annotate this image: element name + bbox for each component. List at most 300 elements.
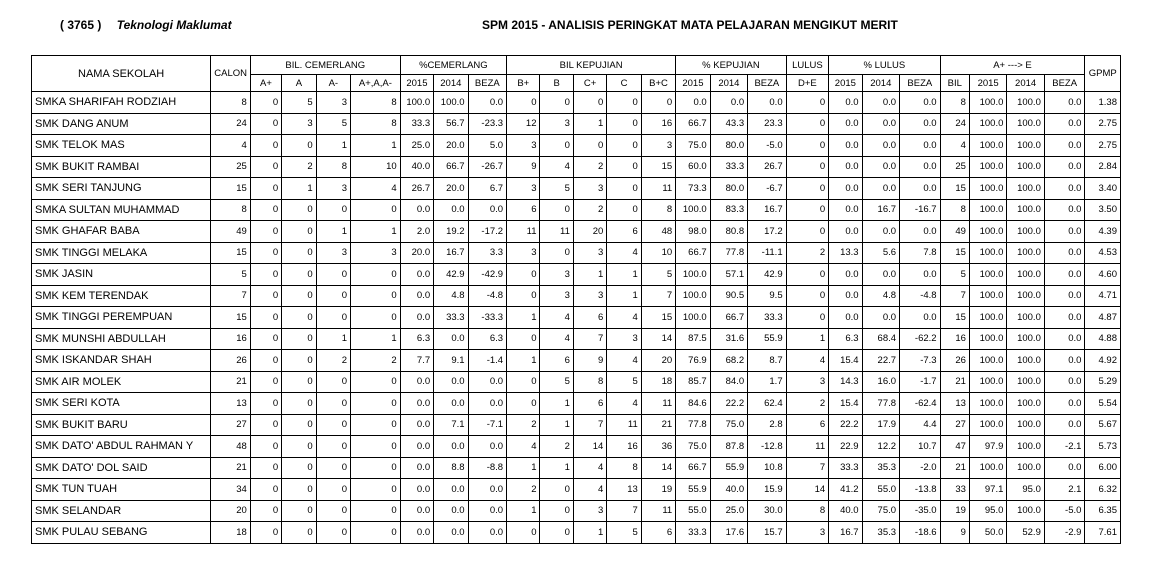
table-cell: -62.2	[900, 328, 941, 350]
table-cell: 49	[211, 221, 251, 243]
table-cell: -7.3	[900, 350, 941, 372]
table-cell: 0.0	[434, 328, 468, 350]
table-cell: 0	[282, 350, 316, 372]
table-cell: 0	[786, 221, 829, 243]
table-cell: 8.8	[434, 457, 468, 479]
table-cell: 33.3	[710, 156, 747, 178]
table-cell: 26	[940, 350, 969, 372]
table-cell: 0.0	[900, 307, 941, 329]
school-name-cell: SMK TELOK MAS	[32, 135, 211, 157]
table-cell: 3	[786, 522, 829, 544]
table-row	[32, 178, 1121, 200]
table-cell: 0	[250, 371, 281, 393]
sub-header-cell: D+E	[786, 75, 829, 92]
table-row	[32, 199, 1121, 221]
table-cell: 0	[282, 500, 316, 522]
table-cell: 0	[351, 414, 401, 436]
table-cell: 0.0	[829, 178, 862, 200]
table-cell: 8	[641, 199, 675, 221]
table-cell: 0	[250, 479, 281, 501]
table-cell: 16	[940, 328, 969, 350]
table-cell: 0	[351, 479, 401, 501]
table-cell: 0	[250, 393, 281, 415]
table-cell: 0	[282, 221, 316, 243]
table-cell: 100.0	[1007, 92, 1044, 114]
table-cell: 6.3	[400, 328, 433, 350]
table-cell: 0	[351, 264, 401, 286]
table-cell: 0.0	[1044, 350, 1085, 372]
table-cell: 0.0	[829, 113, 862, 135]
table-cell: -62.4	[900, 393, 941, 415]
table-cell: 4	[211, 135, 251, 157]
table-cell: 24	[211, 113, 251, 135]
table-cell: 0	[250, 328, 281, 350]
table-cell: 2	[351, 350, 401, 372]
table-cell: 100.0	[969, 135, 1006, 157]
table-cell: 100.0	[969, 156, 1006, 178]
table-cell: 6.00	[1085, 457, 1121, 479]
table-cell: 0	[250, 500, 281, 522]
table-cell: 16.0	[862, 371, 899, 393]
table-cell: 0.0	[468, 199, 507, 221]
school-name-cell: SMK AIR MOLEK	[32, 371, 211, 393]
table-cell: 3	[507, 135, 540, 157]
table-cell: 0.0	[400, 457, 433, 479]
table-cell: 33.3	[434, 307, 468, 329]
table-cell: 100.0	[676, 307, 710, 329]
table-row	[32, 285, 1121, 307]
table-cell: 8	[211, 199, 251, 221]
table-cell: 5	[540, 371, 573, 393]
report-title: SPM 2015 - ANALISIS PERINGKAT MATA PELAJARAN MENGIKUT MERIT	[482, 18, 898, 32]
table-cell: 0	[250, 178, 281, 200]
table-cell: 8	[351, 92, 401, 114]
table-cell: 7.61	[1085, 522, 1121, 544]
table-cell: 55.9	[710, 457, 747, 479]
table-cell: 27	[211, 414, 251, 436]
table-cell: 47	[940, 436, 969, 458]
table-cell: 19.2	[434, 221, 468, 243]
table-cell: 100.0	[1007, 350, 1044, 372]
table-cell: 100.0	[969, 457, 1006, 479]
table-cell: 0.0	[1044, 393, 1085, 415]
table-cell: 0	[573, 92, 606, 114]
table-cell: 4	[607, 350, 641, 372]
table-cell: 1	[316, 221, 350, 243]
table-cell: 0.0	[862, 92, 899, 114]
table-cell: 4	[607, 242, 641, 264]
sub-header-cell: 2014	[1007, 75, 1044, 92]
table-cell: 0.0	[900, 178, 941, 200]
sub-header-cell: BEZA	[1044, 75, 1085, 92]
table-cell: 0	[786, 307, 829, 329]
table-row	[32, 156, 1121, 178]
table-cell: 0	[282, 414, 316, 436]
table-cell: -8.8	[468, 457, 507, 479]
table-cell: 16.7	[434, 242, 468, 264]
table-cell: 0.0	[468, 371, 507, 393]
table-cell: 100.0	[969, 414, 1006, 436]
table-cell: 7	[573, 414, 606, 436]
table-cell: 7	[607, 500, 641, 522]
table-cell: 48	[211, 436, 251, 458]
table-cell: 15.7	[748, 522, 786, 544]
table-cell: 75.0	[862, 500, 899, 522]
table-cell: 2	[282, 156, 316, 178]
table-cell: 3.3	[468, 242, 507, 264]
table-cell: 80.8	[710, 221, 747, 243]
table-cell: 7	[940, 285, 969, 307]
table-cell: 0	[282, 479, 316, 501]
table-cell: 0	[507, 328, 540, 350]
school-name-cell: SMK SERI TANJUNG	[32, 178, 211, 200]
table-cell: -42.9	[468, 264, 507, 286]
table-cell: 6	[507, 199, 540, 221]
table-cell: 16.7	[829, 522, 862, 544]
table-cell: 22.9	[829, 436, 862, 458]
table-cell: 100.0	[1007, 242, 1044, 264]
table-cell: 0	[282, 242, 316, 264]
table-cell: 8	[940, 199, 969, 221]
table-cell: 0	[250, 199, 281, 221]
table-cell: 5	[607, 371, 641, 393]
table-cell: 0	[282, 436, 316, 458]
table-cell: 0.0	[676, 92, 710, 114]
school-name-cell: SMK TUN TUAH	[32, 479, 211, 501]
table-cell: 55.9	[676, 479, 710, 501]
table-cell: 100.0	[676, 285, 710, 307]
table-cell: 26.7	[400, 178, 433, 200]
table-cell: 3	[540, 113, 573, 135]
table-cell: 3	[786, 371, 829, 393]
table-cell: 0	[540, 135, 573, 157]
table-cell: 4	[540, 156, 573, 178]
table-cell: 6	[573, 307, 606, 329]
table-cell: 0.0	[829, 285, 862, 307]
table-cell: 2	[507, 479, 540, 501]
table-cell: 100.0	[1007, 221, 1044, 243]
table-cell: 95.0	[1007, 479, 1044, 501]
table-cell: 14	[786, 479, 829, 501]
table-cell: 100.0	[969, 393, 1006, 415]
table-cell: 5.6	[862, 242, 899, 264]
table-cell: 2	[316, 350, 350, 372]
table-cell: 0.0	[1044, 135, 1085, 157]
table-cell: 0.0	[862, 113, 899, 135]
table-cell: 87.8	[710, 436, 747, 458]
table-cell: 0	[540, 92, 573, 114]
table-cell: 6.3	[468, 328, 507, 350]
table-cell: 0.0	[468, 479, 507, 501]
table-row	[32, 479, 1121, 501]
table-cell: -1.4	[468, 350, 507, 372]
table-cell: 33.3	[676, 522, 710, 544]
table-cell: 1	[351, 135, 401, 157]
table-cell: 6.32	[1085, 479, 1121, 501]
table-cell: 0	[316, 522, 350, 544]
table-cell: 0	[250, 92, 281, 114]
table-cell: 21	[940, 371, 969, 393]
table-cell: 1	[573, 522, 606, 544]
table-cell: 3	[573, 242, 606, 264]
table-cell: 100.0	[1007, 135, 1044, 157]
table-cell: 1	[573, 264, 606, 286]
table-cell: 0	[316, 393, 350, 415]
table-cell: 0	[282, 328, 316, 350]
table-cell: 57.1	[710, 264, 747, 286]
table-cell: 0	[540, 479, 573, 501]
table-cell: 0	[351, 307, 401, 329]
table-cell: -1.7	[900, 371, 941, 393]
table-cell: 100.0	[1007, 414, 1044, 436]
table-cell: 0	[786, 92, 829, 114]
table-cell: 0.0	[400, 264, 433, 286]
table-cell: 11	[641, 393, 675, 415]
table-cell: 4.88	[1085, 328, 1121, 350]
table-cell: 2.8	[748, 414, 786, 436]
table-cell: 0.0	[829, 264, 862, 286]
table-cell: 100.0	[1007, 199, 1044, 221]
table-cell: 0.0	[400, 285, 433, 307]
table-cell: 0	[351, 371, 401, 393]
table-cell: 3	[573, 285, 606, 307]
table-cell: 0	[316, 371, 350, 393]
table-cell: 68.4	[862, 328, 899, 350]
table-cell: 12	[507, 113, 540, 135]
table-row	[32, 135, 1121, 157]
table-cell: 8.7	[748, 350, 786, 372]
table-cell: 17.6	[710, 522, 747, 544]
table-cell: 20.0	[434, 135, 468, 157]
table-cell: 2	[507, 414, 540, 436]
table-row	[32, 92, 1121, 114]
table-cell: 4	[573, 479, 606, 501]
table-cell: 55.9	[748, 328, 786, 350]
table-row	[32, 221, 1121, 243]
table-cell: 0	[250, 264, 281, 286]
table-cell: 75.0	[676, 135, 710, 157]
table-cell: 21	[211, 371, 251, 393]
table-cell: 1	[316, 135, 350, 157]
table-cell: 0	[607, 135, 641, 157]
table-cell: 27	[940, 414, 969, 436]
table-cell: 20	[573, 221, 606, 243]
table-cell: 7	[211, 285, 251, 307]
school-name-cell: SMK GHAFAR BABA	[32, 221, 211, 243]
table-cell: 40.0	[829, 500, 862, 522]
table-cell: 1	[540, 414, 573, 436]
table-cell: 0.0	[862, 307, 899, 329]
table-cell: 97.1	[969, 479, 1006, 501]
table-cell: 0	[540, 242, 573, 264]
table-cell: 0	[641, 92, 675, 114]
table-row	[32, 113, 1121, 135]
table-cell: 7	[573, 328, 606, 350]
table-row	[32, 328, 1121, 350]
school-name-cell: SMK DATO' ABDUL RAHMAN Y	[32, 436, 211, 458]
table-cell: 15.4	[829, 350, 862, 372]
table-cell: 34	[211, 479, 251, 501]
table-cell: 0	[573, 135, 606, 157]
table-cell: 0.0	[1044, 264, 1085, 286]
table-cell: 100.0	[969, 113, 1006, 135]
table-cell: 2	[786, 393, 829, 415]
table-cell: 3	[316, 242, 350, 264]
table-cell: 50.0	[969, 522, 1006, 544]
table-row	[32, 522, 1121, 544]
table-cell: 0.0	[1044, 178, 1085, 200]
table-cell: 9.5	[748, 285, 786, 307]
table-cell: 5	[282, 92, 316, 114]
table-cell: 4	[351, 178, 401, 200]
table-cell: 15	[641, 156, 675, 178]
sub-header-cell: 2014	[710, 75, 747, 92]
table-cell: 2.1	[1044, 479, 1085, 501]
table-cell: 0.0	[900, 156, 941, 178]
table-cell: 3	[507, 178, 540, 200]
table-cell: 3	[540, 285, 573, 307]
col-bil-cemerlang: BIL. CEMERLANG	[250, 56, 400, 75]
table-cell: 20	[641, 350, 675, 372]
table-cell: 0.0	[400, 522, 433, 544]
table-cell: 80.0	[710, 178, 747, 200]
table-cell: 10.8	[748, 457, 786, 479]
table-cell: 0.0	[400, 500, 433, 522]
table-cell: 2.84	[1085, 156, 1121, 178]
table-cell: -26.7	[468, 156, 507, 178]
table-cell: 0	[316, 457, 350, 479]
table-cell: -16.7	[900, 199, 941, 221]
table-cell: 3	[316, 178, 350, 200]
table-cell: 1	[540, 393, 573, 415]
table-row	[32, 371, 1121, 393]
table-cell: 4.39	[1085, 221, 1121, 243]
table-row	[32, 500, 1121, 522]
school-name-cell: SMK KEM TERENDAK	[32, 285, 211, 307]
table-cell: 100.0	[1007, 264, 1044, 286]
table-cell: 0	[250, 307, 281, 329]
table-cell: 55.0	[862, 479, 899, 501]
table-cell: 0	[282, 199, 316, 221]
table-cell: 0	[282, 307, 316, 329]
table-cell: 10	[641, 242, 675, 264]
table-cell: 8	[351, 113, 401, 135]
table-cell: 100.0	[1007, 500, 1044, 522]
table-cell: 0.0	[829, 199, 862, 221]
table-cell: 4.8	[862, 285, 899, 307]
table-cell: 0.0	[1044, 328, 1085, 350]
subject-code: ( 3765 )	[60, 18, 102, 32]
table-cell: 16.7	[862, 199, 899, 221]
table-cell: 2.75	[1085, 113, 1121, 135]
table-cell: 4.4	[900, 414, 941, 436]
school-name-cell: SMK JASIN	[32, 264, 211, 286]
table-cell: 0.0	[862, 178, 899, 200]
table-cell: 42.9	[748, 264, 786, 286]
table-cell: 0.0	[1044, 307, 1085, 329]
table-cell: 100.0	[969, 328, 1006, 350]
table-cell: -4.8	[900, 285, 941, 307]
table-cell: 11	[641, 178, 675, 200]
table-cell: 15	[940, 178, 969, 200]
table-cell: -18.6	[900, 522, 941, 544]
table-cell: 2.0	[400, 221, 433, 243]
col-bil-kepujian: BIL KEPUJIAN	[507, 56, 676, 75]
table-cell: 0	[351, 436, 401, 458]
col-gpmp: GPMP	[1085, 56, 1121, 92]
table-cell: 80.0	[710, 135, 747, 157]
table-cell: 0	[282, 264, 316, 286]
col-pct-cemerlang: %CEMERLANG	[400, 56, 506, 75]
table-cell: 6	[786, 414, 829, 436]
table-cell: 0	[607, 199, 641, 221]
table-cell: 100.0	[969, 350, 1006, 372]
table-cell: 8	[786, 500, 829, 522]
table-cell: 0.0	[468, 436, 507, 458]
school-name-cell: SMK DANG ANUM	[32, 113, 211, 135]
group-header-row	[32, 56, 1121, 75]
table-cell: 11	[607, 414, 641, 436]
subject-name: Teknologi Maklumat	[116, 18, 232, 32]
table-cell: 0	[250, 156, 281, 178]
table-cell: 43.3	[710, 113, 747, 135]
col-lulus: LULUS	[786, 56, 829, 75]
table-cell: 0	[250, 436, 281, 458]
table-cell: 0	[250, 350, 281, 372]
table-cell: 22.2	[710, 393, 747, 415]
table-cell: 0.0	[1044, 371, 1085, 393]
table-cell: 26	[211, 350, 251, 372]
table-cell: 98.0	[676, 221, 710, 243]
sub-header-cell: BEZA	[900, 75, 941, 92]
table-cell: 100.0	[1007, 156, 1044, 178]
school-name-cell: SMK MUNSHI ABDULLAH	[32, 328, 211, 350]
table-cell: -5.0	[748, 135, 786, 157]
table-cell: 0	[351, 285, 401, 307]
table-cell: 18	[641, 371, 675, 393]
table-cell: 60.0	[676, 156, 710, 178]
table-cell: 0.0	[434, 522, 468, 544]
table-cell: 0.0	[468, 522, 507, 544]
table-cell: 75.0	[710, 414, 747, 436]
table-cell: 15.4	[829, 393, 862, 415]
table-cell: 100.0	[969, 307, 1006, 329]
table-cell: 7	[641, 285, 675, 307]
table-cell: 100.0	[1007, 113, 1044, 135]
table-cell: 85.7	[676, 371, 710, 393]
table-cell: 2	[540, 436, 573, 458]
table-cell: 5.54	[1085, 393, 1121, 415]
table-cell: 100.0	[1007, 328, 1044, 350]
table-cell: 5	[940, 264, 969, 286]
table-cell: 0	[351, 522, 401, 544]
table-cell: 0.0	[1044, 285, 1085, 307]
table-cell: 0	[786, 199, 829, 221]
table-cell: 7.1	[434, 414, 468, 436]
table-cell: 66.7	[710, 307, 747, 329]
table-cell: 0	[540, 522, 573, 544]
sub-header-cell: 2015	[400, 75, 433, 92]
table-cell: 100.0	[676, 264, 710, 286]
table-cell: 0	[282, 393, 316, 415]
table-cell: 0	[282, 285, 316, 307]
school-name-cell: SMKA SHARIFAH RODZIAH	[32, 92, 211, 114]
table-cell: 36	[641, 436, 675, 458]
table-cell: 1	[573, 113, 606, 135]
table-cell: 100.0	[1007, 393, 1044, 415]
table-cell: 0.0	[862, 221, 899, 243]
table-cell: 1	[540, 457, 573, 479]
